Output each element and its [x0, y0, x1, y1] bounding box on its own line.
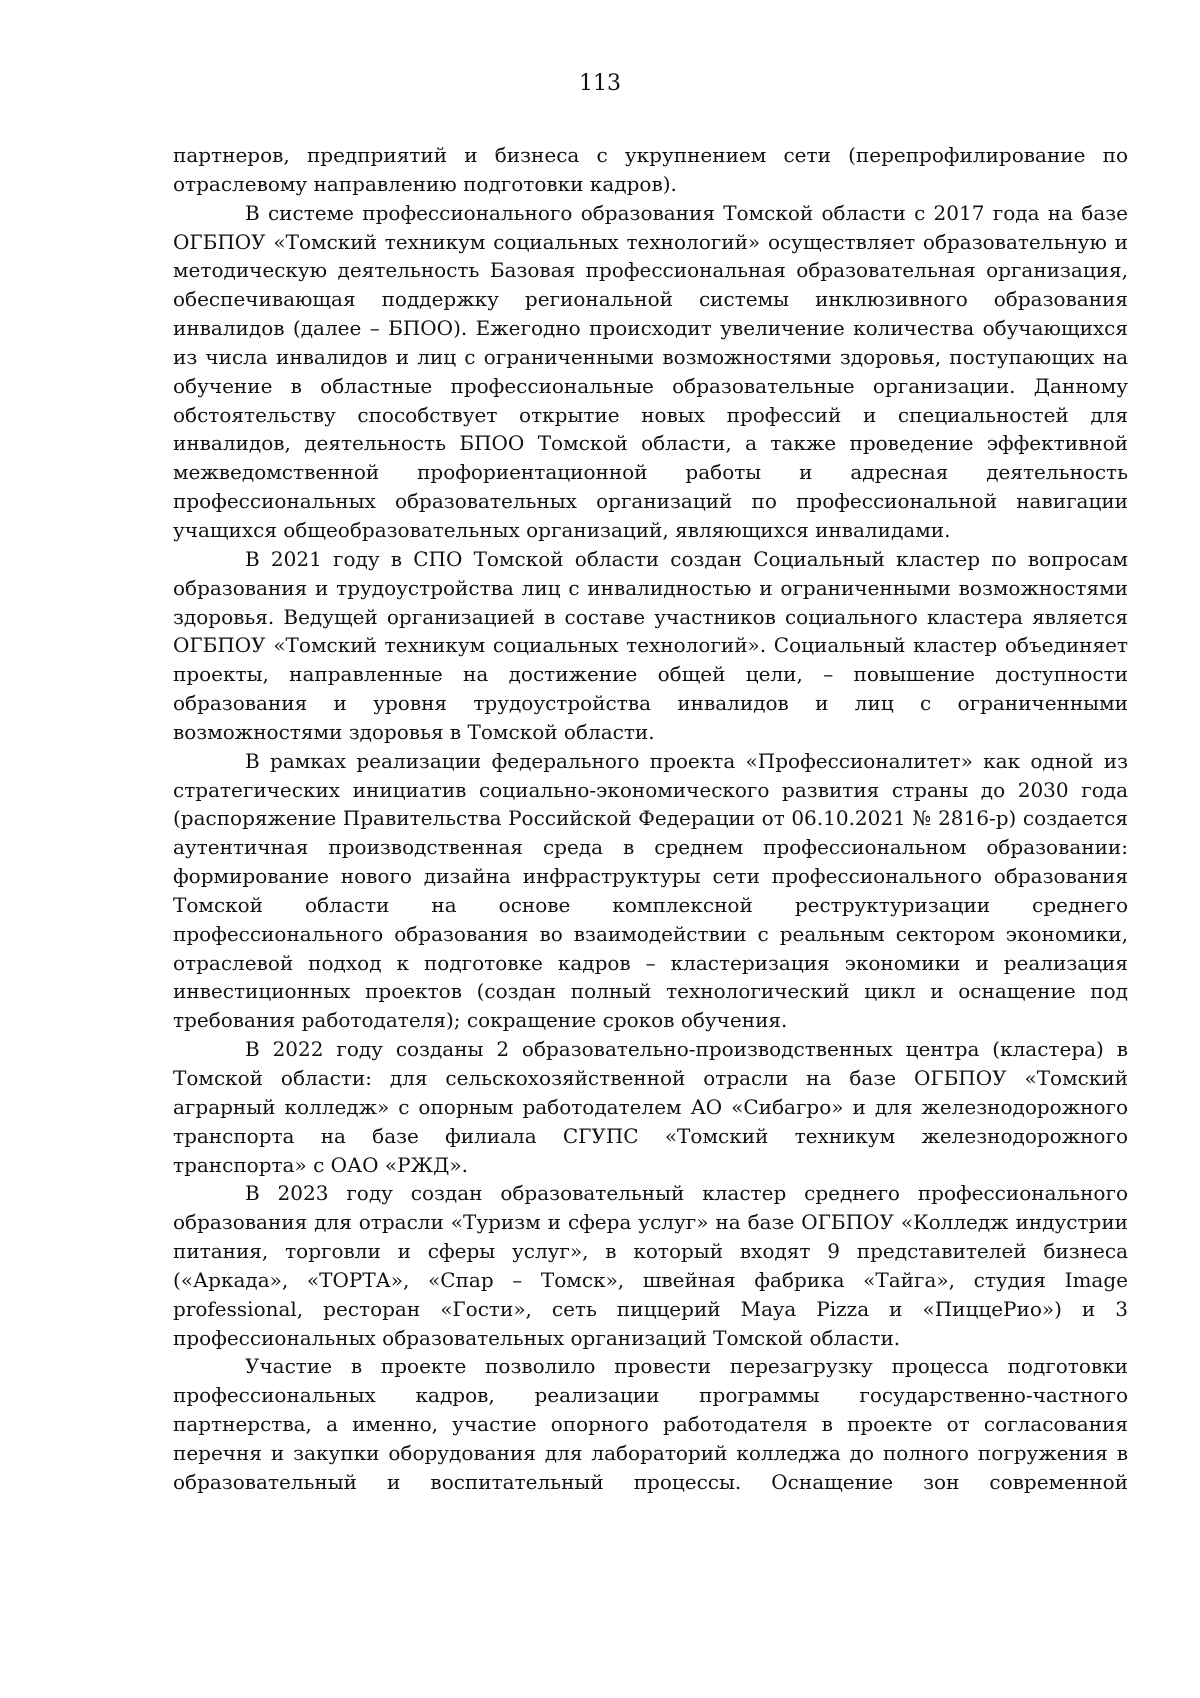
- page-number: 113: [579, 71, 621, 96]
- paragraph-2022-centers: В 2022 году созданы 2 образовательно-производственных центра (кластера) в Томской области: для сельскохозяйственной отрасли на базе ОГБПОУ «Томский аграрный колледж» с опорным работодателем АО «Сибагро» и для железнодорожного транспорта на базе филиала СГУПС «Томский техникум железнодорожного транспорта» с ОАО «РЖД».: [173, 1037, 1128, 1177]
- paragraph-2023-cluster: В 2023 году создан образовательный кластер среднего профессионального образования для отрасли «Туризм и сфера услуг» на базе ОГБПОУ «Колледж индустрии питания, торговли и сферы услуг», в который входят 9 представителей бизнеса («Аркада», «ТОРТА», «Спар – Томск», швейная фабрика «Тайга», студия Image professional, ресторан «Гости», сеть пиццерий Maya Pizza и «ПиццеРио») и 3 профессиональных образовательных организаций Томской области.: [173, 1181, 1128, 1350]
- paragraph-bpoo: В системе профессионального образования Томской области с 2017 года на базе ОГБПОУ «Томский техникум социальных технологий» осуществляет образовательную и методическую деятельность Базовая профессиональная образовательная организация, обеспечивающая поддержку региональной системы инклюзивного образования инвалидов (далее – БПОО). Ежегодно происходит увеличение количества обучающихся из числа инвалидов и лиц с ограниченными возможностями здоровья, поступающих на обучение в областные профессиональные образовательные организации. Данному обстоятельству способствует открытие новых профессий и специальностей для инвалидов, деятельность БПОО Томской области, а также проведение эффективной межведомственной профориентационной работы и адресная деятельность профессиональных образовательных организаций по профессиональной навигации учащихся общеобразовательных организаций, являющихся инвалидами.: [173, 200, 1128, 542]
- paragraph-participation: Участие в проекте позволило провести перезагрузку процесса подготовки профессиональных кадров, реализации программы государственно-частного партнерства, а именно, участие опорного работодателя в проекте от согласования перечня и закупки оборудования для лабораторий колледжа до полного погружения в образовательный и воспитательный процессы. Оснащение зон современной: [173, 1354, 1128, 1494]
- paragraph-social-cluster: В 2021 году в СПО Томской области создан Социальный кластер по вопросам образования и трудоустройства лиц с инвалидностью и ограниченными возможностями здоровья. Ведущей организацией в составе участников социального кластера является ОГБПОУ «Томский техникум социальных технологий». Социальный кластер объединяет проекты, направленные на достижение общей цели, – повышение доступности образования и уровня трудоустройства инвалидов и лиц с ограниченными возможностями здоровья в Томской области.: [173, 546, 1128, 744]
- paragraph-continuation: партнеров, предприятий и бизнеса с укрупнением сети (перепрофилирование по отраслевому направлению подготовки кадров).: [173, 143, 1128, 196]
- paragraph-professionalitet: В рамках реализации федерального проекта «Профессионалитет» как одной из стратегических инициатив социально-экономического развития страны до 2030 года (распоряжение Правительства Российской Федерации от 06.10.2021 № 2816-р) создается аутентичная производственная среда в среднем профессиональном образовании: формирование нового дизайна инфраструктуры сети профессионального образования Томской области на основе комплексной реструктуризации среднего профессионального образования во взаимодействии с реальным сектором экономики, отраслевой подход к подготовке кадров – кластеризация экономики и реализация инвестиционных проектов (создан полный технологический цикл и оснащение под требования работодателя); сокращение сроков обучения.: [173, 748, 1128, 1033]
- body-text: [173, 141, 1128, 1497]
